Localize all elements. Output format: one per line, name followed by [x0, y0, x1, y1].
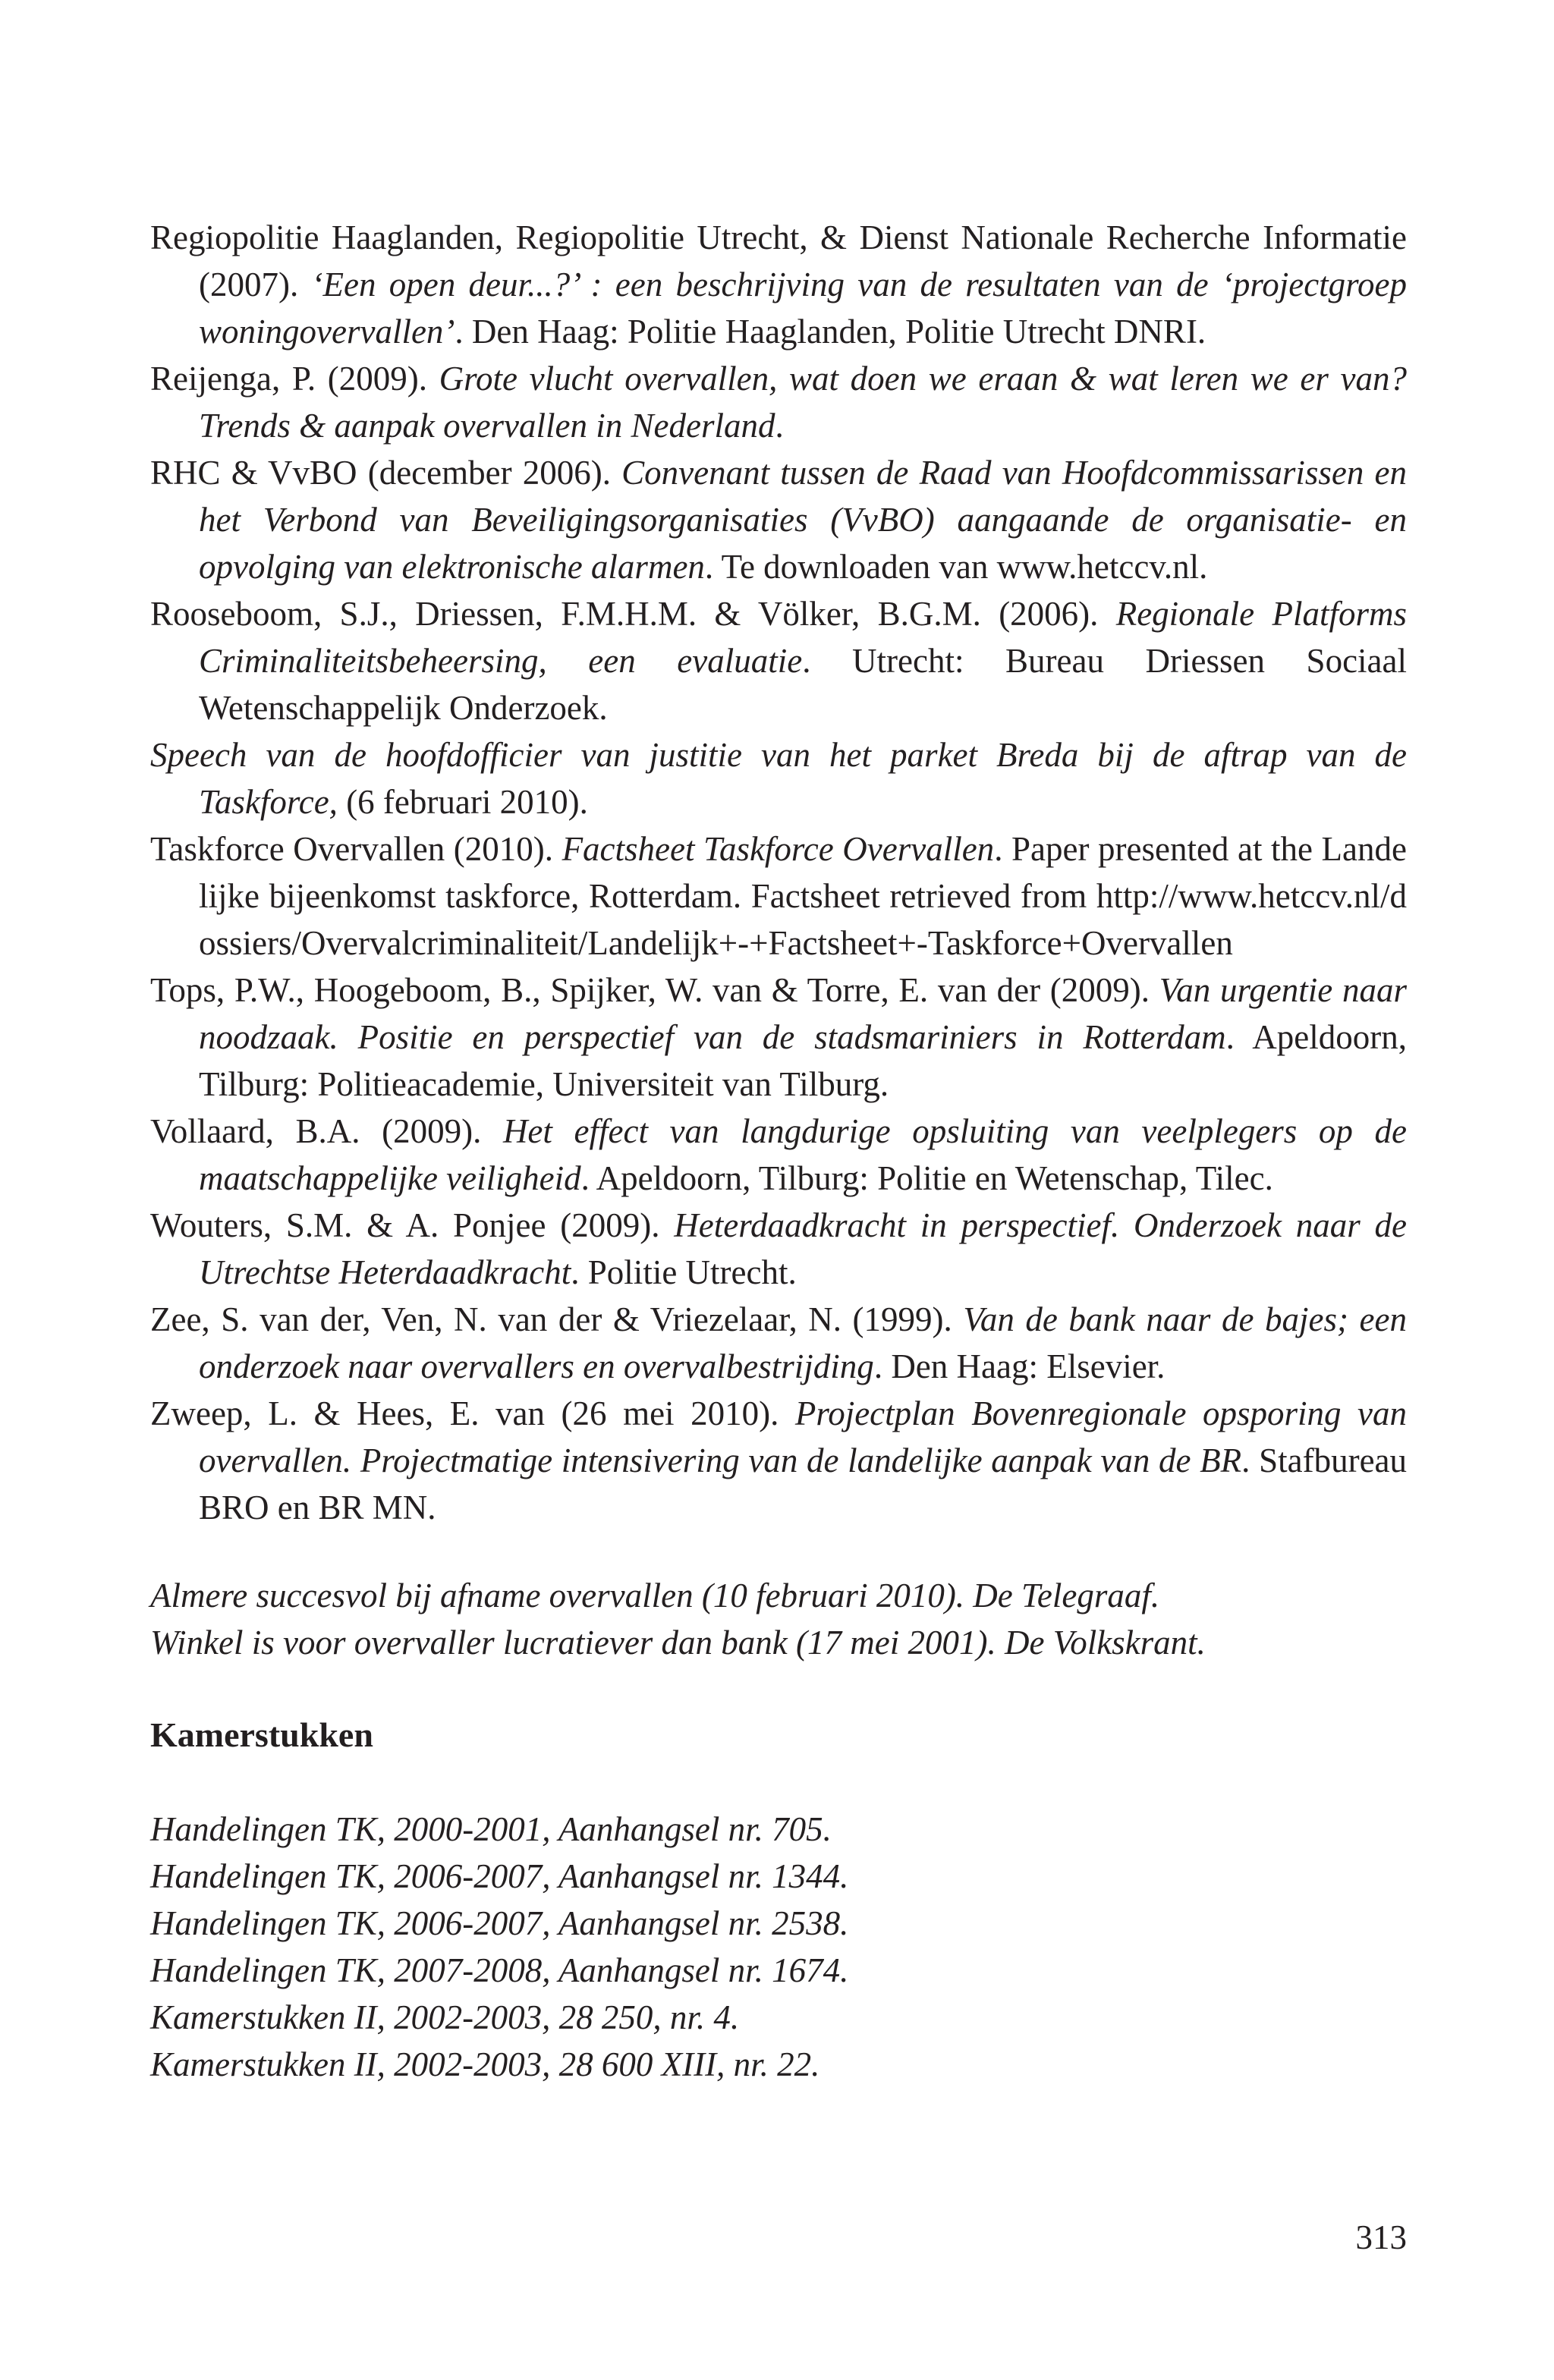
reference-publisher: . Den Haag: Elsevier.	[873, 1347, 1166, 1385]
reference-entry	[150, 1296, 1407, 1390]
reference-entry	[150, 731, 1407, 825]
reference-title: Projectplan Bovenregionale opsporing van overvallen. Projectmatige intensivering van de landelijke aanpak van de BR	[199, 1394, 1407, 1479]
newspaper-entry: Winkel is voor overvaller lucratiever dan bank (17 mei 2001). De Volkskrant.	[150, 1624, 1206, 1662]
reference-title: Grote vlucht overvallen, wat doen we eraan & wat leren we er van? Trends & aanpak overvallen in Nederland	[199, 360, 1407, 445]
reference-publisher: . Utrecht: Bureau Driessen Sociaal Wetenschappelijk Onderzoek.	[199, 642, 1407, 727]
reference-publisher: .	[775, 407, 784, 445]
reference-title: Het effect van langdurige opsluiting van veelplegers op de maatschappelijke veiligheid	[199, 1112, 1407, 1197]
kamerstuk-entry: Kamerstukken II, 2002-2003, 28 250, nr. 4.	[150, 1998, 740, 2036]
kamerstukken-list	[150, 1806, 1407, 2088]
reference-authors: RHC & VvBO (december 2006).	[150, 454, 622, 492]
page-number: 313	[1355, 2218, 1407, 2256]
reference-entry	[150, 449, 1407, 590]
reference-title: Convenant tussen de Raad van Hoofdcommissarissen en het Verbond van Beveiligingsorganisaties (VvBO) aangaande de organisatie- en opvolging van elektronische alarmen	[199, 454, 1407, 586]
reference-authors: Reijenga, P. (2009).	[150, 360, 439, 398]
reference-authors: Regiopolitie Haaglanden, Regiopolitie Utrecht, & Dienst Nationale Recherche Informatie (2007).	[150, 219, 1407, 303]
reference-entry	[150, 825, 1407, 967]
page-body	[150, 214, 1407, 2088]
kamerstuk-entry: Kamerstukken II, 2002-2003, 28 600 XIII, nr. 22.	[150, 2045, 820, 2083]
reference-entry	[150, 590, 1407, 731]
reference-title: Van urgentie naar noodzaak. Positie en perspectief van de stadsmariniers in Rotterdam	[199, 971, 1407, 1056]
kamerstuk-entry: Handelingen TK, 2006-2007, Aanhangsel nr. 1344.	[150, 1857, 849, 1895]
reference-authors: Taskforce Overvallen (2010).	[150, 830, 562, 868]
reference-publisher: . Te downloaden van www.hetccv.nl.	[704, 548, 1208, 586]
section-heading-kamerstukken: Kamerstukken	[150, 1715, 373, 1754]
reference-authors: Rooseboom, S.J., Driessen, F.M.H.M. & Völker, B.G.M. (2006).	[150, 595, 1116, 633]
reference-title: Regionale Platforms Criminaliteitsbeheersing, een evaluatie	[199, 595, 1407, 680]
reference-entry	[150, 214, 1407, 355]
reference-entry	[150, 355, 1407, 449]
reference-publisher: . Den Haag: Politie Haaglanden, Politie Utrecht DNRI.	[455, 313, 1206, 351]
reference-publisher: (6 februari 2010).	[337, 783, 588, 821]
reference-title: Factsheet Taskforce Overvallen	[562, 830, 995, 868]
reference-publisher: . Paper presented at the Landelijke bijeenkomst taskforce, Rotterdam. Factsheet retrieved from http://www.hetccv.nl/dossiers/Overvalcriminaliteit/Landelijk+-+Factsheet+-Taskforce+Overvallen	[199, 830, 1407, 962]
newspaper-entry: Almere succesvol bij afname overvallen (10 februari 2010). De Telegraaf.	[150, 1577, 1160, 1614]
reference-publisher: . Politie Utrecht.	[571, 1253, 797, 1291]
reference-title: Van de bank naar de bajes; een onderzoek naar overvallers en overvalbestrijding	[199, 1300, 1407, 1385]
reference-list	[150, 214, 1407, 1531]
newspaper-list	[150, 1572, 1407, 1666]
reference-authors: Zweep, L. & Hees, E. van (26 mei 2010).	[150, 1394, 795, 1432]
reference-entry	[150, 1108, 1407, 1202]
reference-entry	[150, 1202, 1407, 1296]
reference-entry	[150, 1390, 1407, 1531]
kamerstuk-entry: Handelingen TK, 2000-2001, Aanhangsel nr. 705.	[150, 1810, 832, 1848]
reference-entry	[150, 967, 1407, 1108]
reference-title: Speech van de hoofdofficier van justitie van het parket Breda bij de aftrap van de Taskforce,	[150, 736, 1407, 821]
reference-publisher: . Apeldoorn, Tilburg: Politie en Wetenschap, Tilec.	[580, 1159, 1273, 1197]
reference-authors: Wouters, S.M. & A. Ponjee (2009).	[150, 1206, 675, 1244]
reference-title: Heterdaadkracht in perspectief. Onderzoek naar de Utrechtse Heterdaadkracht	[199, 1206, 1407, 1291]
reference-authors: Tops, P.W., Hoogeboom, B., Spijker, W. van & Torre, E. van der (2009).	[150, 971, 1159, 1009]
reference-authors: Vollaard, B.A. (2009).	[150, 1112, 503, 1150]
reference-title: ‘Een open deur...?’ : een beschrijving van de resultaten van de ‘projectgroep woningovervallen’	[199, 266, 1407, 351]
kamerstuk-entry: Handelingen TK, 2007-2008, Aanhangsel nr. 1674.	[150, 1951, 849, 1989]
kamerstuk-entry: Handelingen TK, 2006-2007, Aanhangsel nr. 2538.	[150, 1904, 849, 1942]
reference-publisher: . Stafbureau BRO en BR MN.	[199, 1442, 1408, 1526]
reference-authors: Zee, S. van der, Ven, N. van der & Vriezelaar, N. (1999).	[150, 1300, 964, 1338]
reference-publisher: . Apeldoorn, Tilburg: Politieacademie, Universiteit van Tilburg.	[199, 1018, 1407, 1103]
